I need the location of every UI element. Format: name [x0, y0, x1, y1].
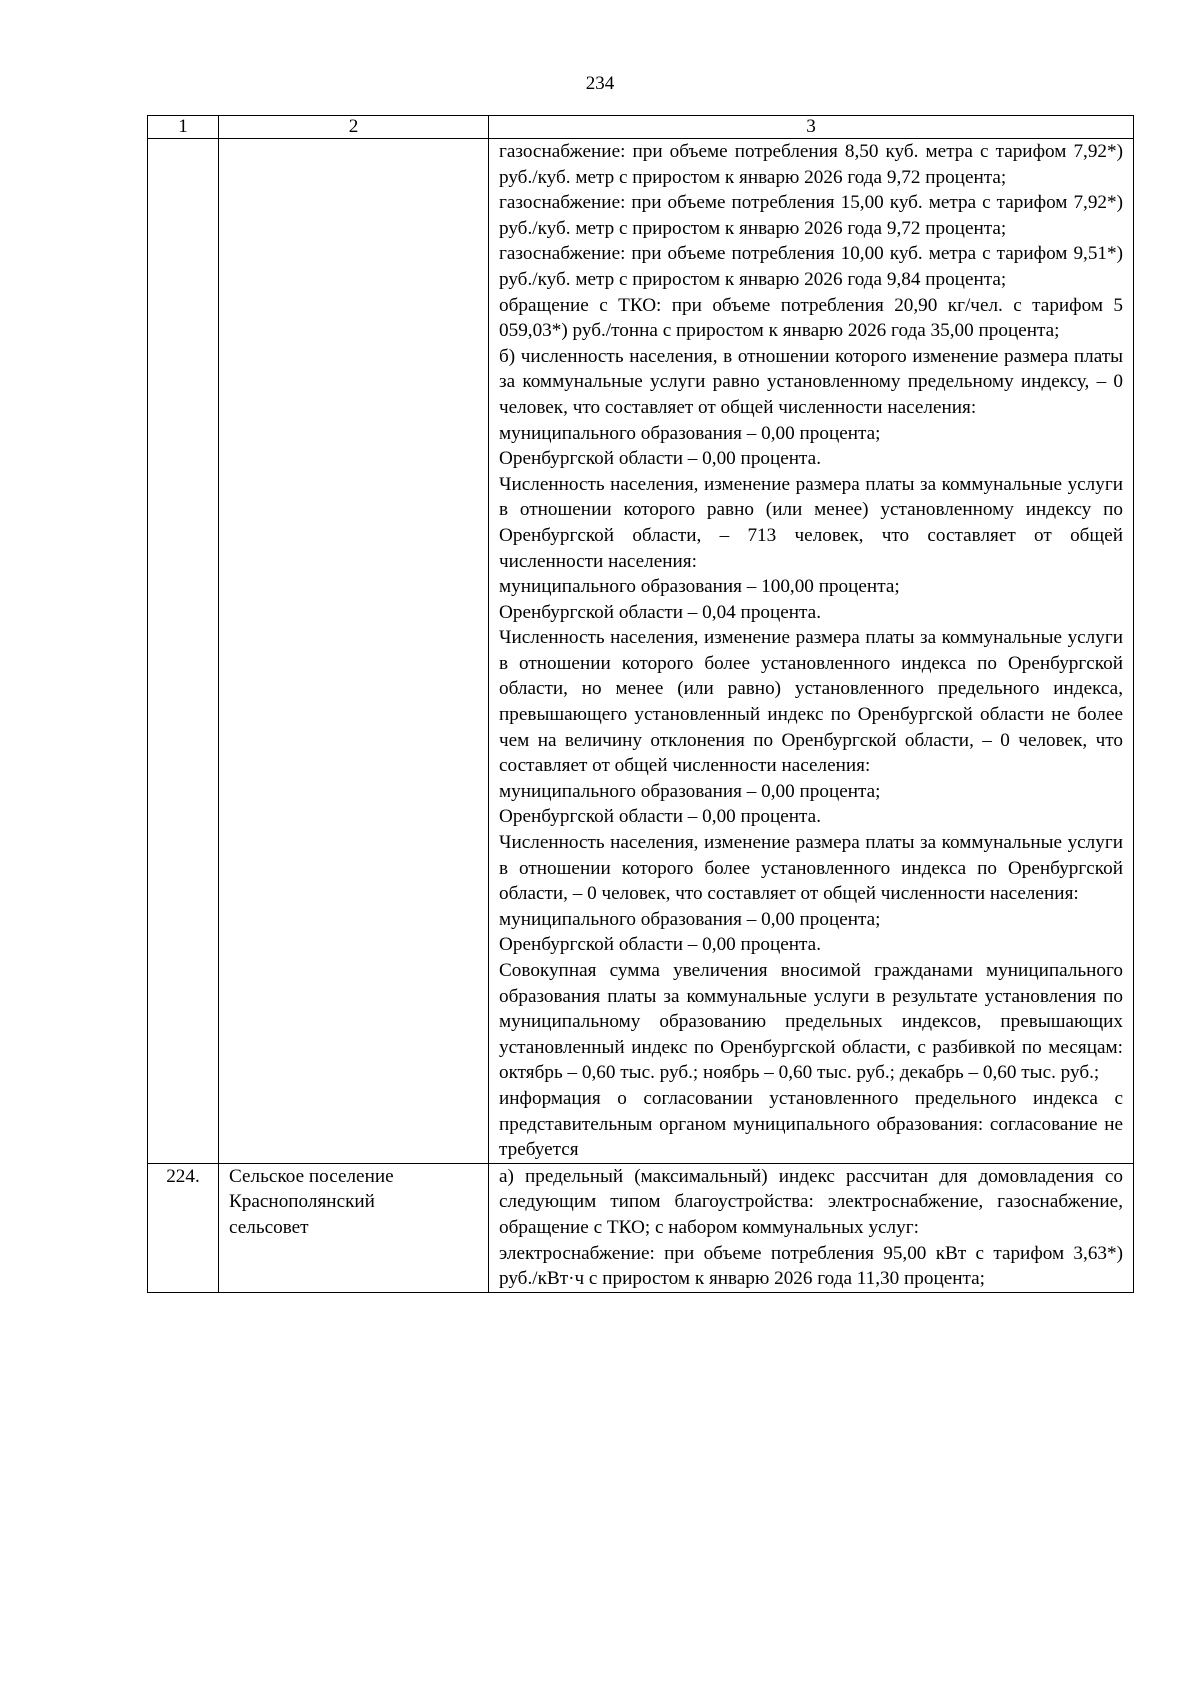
paragraph: муниципального образования – 0,00 процента; [499, 780, 881, 802]
paragraph: Численность населения, изменение размера платы за коммунальные услуги в отношении которого более установленного индекса по Оренбургской области, но менее (или равно) установленного предельного индекса, превышающего установленный индекс по Оренбургской области не более чем на величину отклонения по Оренбургской области, – 0 человек, что составляет от общей численности населения: [499, 627, 1123, 777]
paragraph: Численность населения, изменение размера платы за коммунальные услуги в отношении которого равно (или менее) установленному индексу по Оренбургской области, – 713 человек, что составляет от общей численности населения: [499, 473, 1123, 572]
paragraph: Оренбургской области – 0,00 процента. [499, 448, 821, 470]
paragraph: Оренбургской области – 0,00 процента. [499, 806, 821, 828]
table-header-row [148, 116, 1134, 139]
paragraph: Численность населения, изменение размера платы за коммунальные услуги в отношении которого более установленного индекса по Оренбургской области, – 0 человек, что составляет от общей численности населения: [499, 832, 1123, 905]
paragraph: информация о согласовании установленного предельного индекса с представительным органом муниципального образования: согласование не требуется [499, 1087, 1123, 1161]
paragraph: муниципального образования – 100,00 процента; [499, 576, 900, 598]
continuation-name-cell [219, 139, 489, 1164]
entry-description-cell [489, 1163, 1134, 1292]
paragraph: газоснабжение: при объеме потребления 15,00 куб. метра с тарифом 7,92*) руб./куб. метр с приростом к январю 2026 года 9,72 процента; [499, 192, 1123, 239]
paragraph: Оренбургской области – 0,00 процента. [499, 934, 821, 956]
continuation-number-cell [148, 139, 219, 1164]
paragraph: электроснабжение: при объеме потребления 95,00 кВт с тарифом 3,63*) руб./кВт·ч с приростом к январю 2026 года 11,30 процента; [499, 1242, 1123, 1290]
header-col-3: 3 [489, 116, 1134, 139]
entry-name-line: сельсовет [229, 1216, 309, 1238]
paragraph: а) предельный (максимальный) индекс рассчитан для домовладения со следующим типом благоустройства: электроснабжение, газоснабжение, обращение с ТКО; с набором коммунальных услуг: [499, 1165, 1123, 1238]
header-col-1: 1 [148, 116, 219, 139]
entry-name-line: Краснополянский [229, 1191, 375, 1213]
page-number: 234 [585, 73, 615, 94]
paragraph: газоснабжение: при объеме потребления 10,00 куб. метра с тарифом 9,51*) руб./куб. метр с приростом к январю 2026 года 9,84 процента; [499, 243, 1123, 290]
index-table [147, 115, 1134, 1293]
paragraph: обращение с ТКО: при объеме потребления 20,90 кг/чел. с тарифом 5 059,03*) руб./тонна с приростом к январю 2026 года 35,00 процента; [499, 294, 1123, 342]
entry-name-line: Сельское поселение [229, 1165, 394, 1187]
entry-number: 224. [148, 1163, 219, 1292]
paragraph: муниципального образования – 0,00 процента; [499, 908, 881, 930]
paragraph: муниципального образования – 0,00 процента; [499, 422, 881, 444]
paragraph: газоснабжение: при объеме потребления 8,50 куб. метра с тарифом 7,92*) руб./куб. метр с приростом к январю 2026 года 9,72 процента; [499, 141, 1123, 188]
entry-name-cell [219, 1163, 489, 1292]
table-row-224 [148, 1163, 1134, 1292]
table-row-continuation [148, 139, 1134, 1164]
paragraph: Совокупная сумма увеличения вносимой гражданами муниципального образования платы за коммунальные услуги в результате установления по муниципальному образованию предельных индексов, превышающих установленный индекс по Оренбургской области, с разбивкой по месяцам: октябрь – 0,60 тыс. руб.; ноябрь – 0,60 тыс. руб.; декабрь – 0,60 тыс. руб.; [499, 960, 1123, 1084]
paragraph: б) численность населения, в отношении которого изменение размера платы за коммунальные услуги равно установленному предельному индексу, – 0 человек, что составляет от общей численности населения: [499, 345, 1123, 418]
header-col-2: 2 [219, 116, 489, 139]
continuation-description-cell [489, 139, 1134, 1164]
paragraph: Оренбургской области – 0,04 процента. [499, 601, 821, 623]
